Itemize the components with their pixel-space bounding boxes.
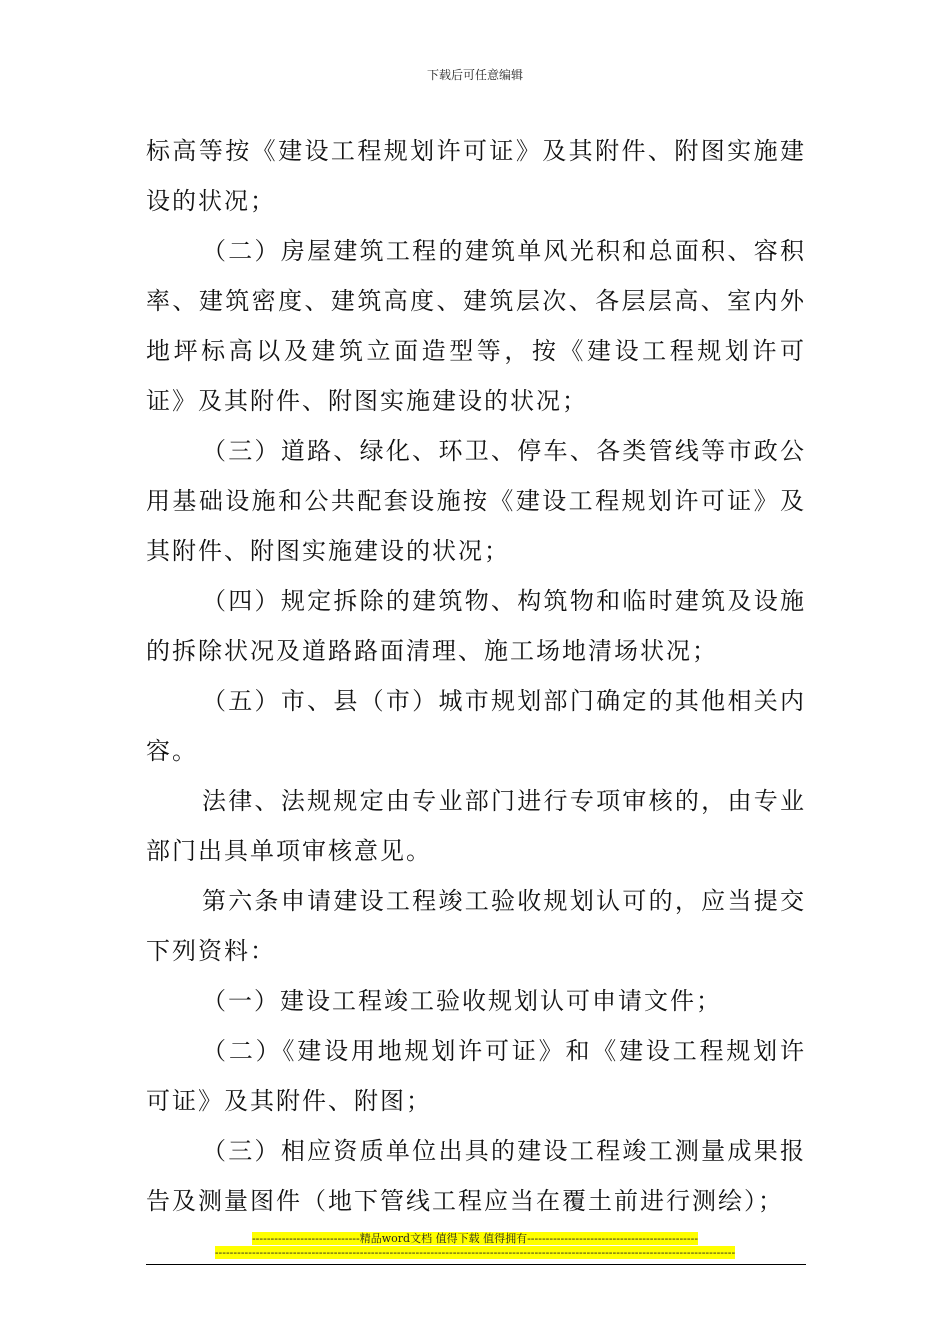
- footer-banner-line-1: [0, 1232, 950, 1246]
- paragraph-5: 法律、法规规定由专业部门进行专项审核的，由专业部门出具单项审核意见。: [146, 787, 806, 865]
- paragraph-3: （四）规定拆除的建筑物、构筑物和临时建筑及设施的拆除状况及道路路面清理、施工场地清场状况；: [146, 587, 806, 665]
- footer-banner-line-2: [0, 1246, 950, 1260]
- paragraph-9: （三）相应资质单位出具的建设工程竣工测量成果报告及测量图件（地下管线工程应当在覆土前进行测绘）；: [146, 1137, 806, 1215]
- paragraph-6: 第六条申请建设工程竣工验收规划认可的，应当提交下列资料：: [146, 887, 806, 965]
- paragraph-1: （二）房屋建筑工程的建筑单风光积和总面积、容积率、建筑密度、建筑高度、建筑层次、各层层高、室内外地坪标高以及建筑立面造型等，按《建设工程规划许可证》及其附件、附图实施建设的状况；: [146, 237, 806, 415]
- paragraph-7: （一）建设工程竣工验收规划认可申请文件；: [202, 987, 722, 1015]
- footer-banner-text-1: -----------------------------精品word文档 值得下载 值得拥有----------------------------------------------: [251, 1232, 699, 1245]
- header-note: 下载后可任意编辑: [426, 68, 523, 82]
- paragraph-2: （三）道路、绿化、环卫、停车、各类管线等市政公用基础设施和公共配套设施按《建设工程规划许可证》及其附件、附图实施建设的状况；: [146, 437, 806, 565]
- document-body: [146, 126, 806, 1226]
- paragraph-0: 标高等按《建设工程规划许可证》及其附件、附图实施建设的状况；: [146, 137, 806, 215]
- footer-rule: [146, 1264, 806, 1265]
- paragraph-8: （二）《建设用地规划许可证》和《建设工程规划许可证》及其附件、附图；: [146, 1037, 806, 1115]
- paragraph-4: （五）市、县（市）城市规划部门确定的其他相关内容。: [146, 687, 806, 765]
- footer-banner-text-2: --------------------------------------------------------------------------------------------------------------------------------------------: [214, 1246, 736, 1259]
